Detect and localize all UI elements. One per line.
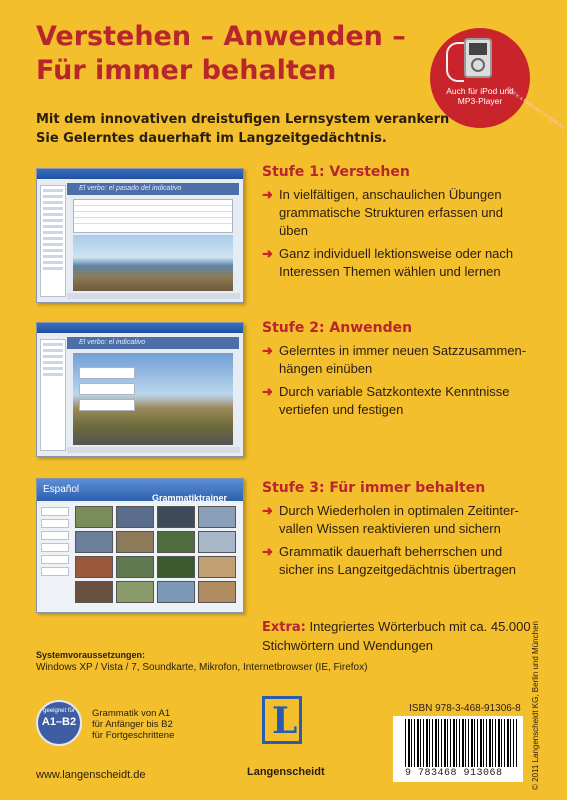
badge-trademark: iPod is a trademark of Apple Inc.	[504, 85, 567, 133]
level-line-3: für Fortgeschrittene	[92, 730, 175, 741]
earphone-cable-icon	[446, 42, 464, 82]
step-3	[262, 480, 532, 584]
level-description	[92, 708, 252, 741]
badge-line-2: MP3-Player	[457, 96, 503, 106]
extra-text: Integriertes Wörterbuch mit ca. 45.000 Stichwörtern und Wendungen	[262, 619, 531, 653]
step-2-bullet-1	[262, 342, 532, 378]
level-badge-range: A1–B2	[41, 716, 77, 728]
step-1-bullet-1-text: In vielfältigen, anschaulichen Übungen grammatische Strukturen erfassen und üben	[279, 187, 503, 238]
screenshot-3-title: Español	[43, 484, 80, 495]
screenshot-step-1	[36, 168, 244, 303]
barcode-number: 9 783468 913068	[405, 768, 503, 779]
headline-line-2: Für immer behalten	[36, 55, 337, 86]
system-requirements	[36, 650, 496, 673]
system-requirements-title: Systemvoraussetzungen:	[36, 650, 146, 660]
screenshot-step-3	[36, 478, 244, 613]
step-3-bullet-2	[262, 543, 532, 579]
step-3-bullet-1	[262, 502, 532, 538]
level-badge	[36, 700, 82, 746]
step-2-bullet-2-text: Durch variable Satzkontexte Kenntnisse vertiefen und festigen	[279, 384, 510, 417]
step-1-bullet-2-text: Ganz individuell lektionsweise oder nach Interessen Themen wählen und lernen	[279, 246, 514, 279]
arrow-icon: ➜	[262, 246, 273, 261]
thumbnail-grid	[75, 506, 241, 603]
headline-line-1: Verstehen – Anwenden –	[36, 21, 406, 52]
screenshot-1-banner: El verbo: el pasado del indicativo	[67, 183, 239, 195]
screenshot-2-banner: El verbo: el indicativo	[67, 337, 239, 349]
barcode	[393, 716, 523, 782]
step-3-bullet-2-text: Grammatik dauerhaft beherrschen und sicher ins Langzeitgedächtnis übertragen	[279, 544, 517, 577]
arrow-icon: ➜	[262, 187, 273, 202]
langenscheidt-logo	[262, 696, 302, 744]
step-3-title: Stufe 3: Für immer behalten	[262, 480, 486, 496]
step-1-bullet-1	[262, 186, 532, 240]
screenshot-3-header: Grammatiktrainer	[152, 493, 228, 503]
brand-name: Langenscheidt	[247, 766, 325, 778]
step-1-bullet-2	[262, 245, 532, 281]
step-1-title: Stufe 1: Verstehen	[262, 164, 410, 180]
system-requirements-value: Windows XP / Vista / 7, Soundkarte, Mikrofon, Internetbrowser (IE, Firefox)	[36, 662, 368, 673]
isbn: ISBN 978-3-468-91306-8	[409, 703, 521, 714]
level-line-2: für Anfänger bis B2	[92, 719, 173, 730]
step-2-bullet-2	[262, 383, 532, 419]
arrow-icon: ➜	[262, 384, 273, 399]
step-1	[262, 164, 532, 286]
barcode-bars	[405, 719, 517, 767]
step-2-bullet-1-text: Gelerntes in immer neuen Satzzusammen-hängen einüben	[279, 343, 527, 376]
step-3-bullet-1-text: Durch Wiederholen in optimalen Zeitinter-vallen Wissen reaktivieren und sichern	[279, 503, 519, 536]
extra-label: Extra:	[262, 620, 306, 635]
coast-image	[73, 235, 233, 291]
copyright: © 2011 Langenscheidt KG, Berlin und München	[531, 621, 540, 790]
arrow-icon: ➜	[262, 343, 273, 358]
intro-text: Mit dem innovativen dreistufigen Lernsystem verankern Sie Gelerntes dauerhaft im Langzeitgedächtnis.	[36, 112, 450, 146]
arrow-icon: ➜	[262, 503, 273, 518]
ipod-icon	[464, 38, 492, 78]
badge-line-1: Auch für iPod und	[446, 86, 514, 96]
arrow-icon: ➜	[262, 544, 273, 559]
step-2-title: Stufe 2: Anwenden	[262, 320, 413, 336]
level-badge-small: geeignet für	[43, 708, 75, 714]
step-2	[262, 320, 532, 424]
headline	[36, 20, 416, 88]
website-url: www.langenscheidt.de	[36, 769, 146, 781]
level-line-1: Grammatik von A1	[92, 708, 171, 719]
screenshot-step-2	[36, 322, 244, 457]
logo-letter: L	[272, 700, 298, 742]
